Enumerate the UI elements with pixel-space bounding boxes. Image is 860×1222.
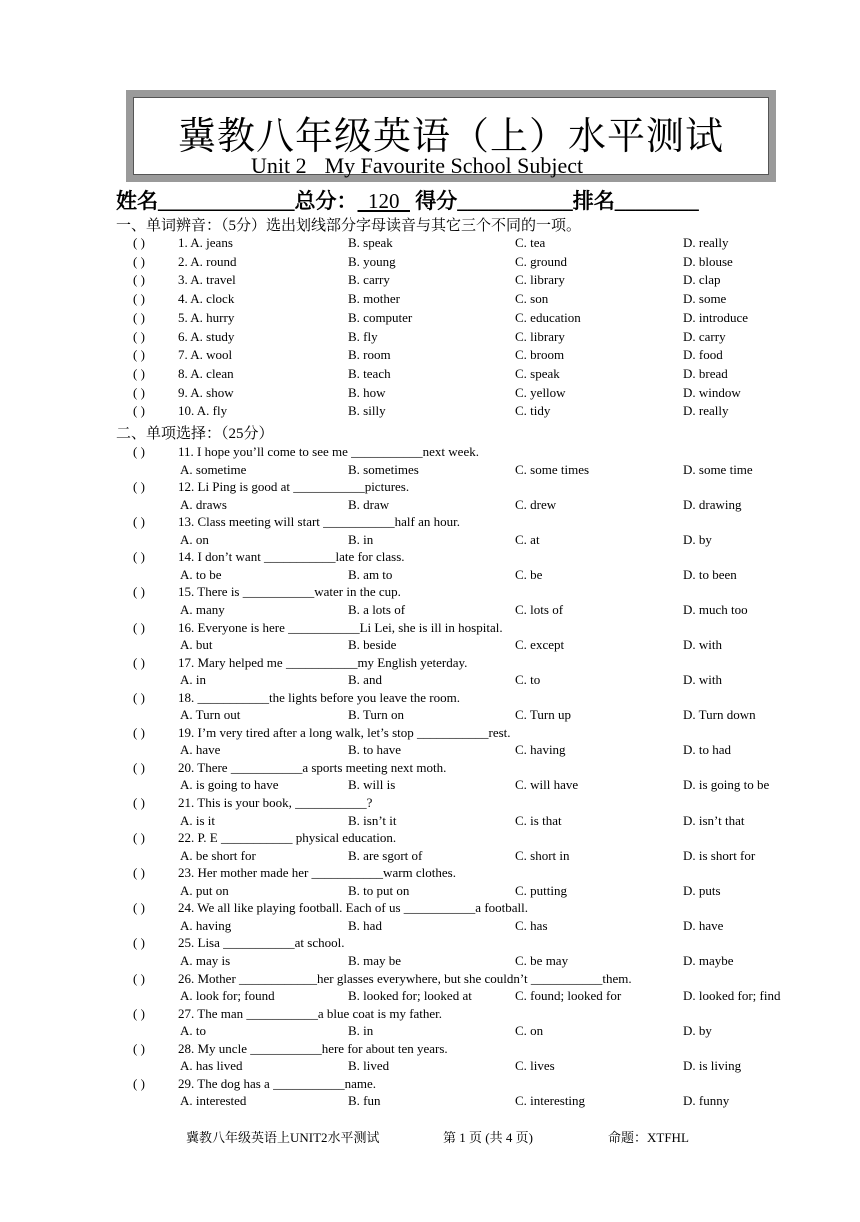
option-a: A. to be [180, 566, 222, 582]
option-d: D. is living [683, 1058, 742, 1074]
question-row [0, 514, 860, 532]
option-c: C. son [515, 291, 549, 307]
option-c: C. will have [515, 777, 579, 793]
option-b: B. to put on [348, 882, 410, 898]
option-b: B. fly [348, 328, 378, 344]
option-b: B. computer [348, 309, 413, 325]
list-item [0, 347, 860, 365]
subject-label: My Favourite School Subject [324, 153, 584, 178]
question-row [0, 549, 860, 567]
option-a: A. is going to have [180, 777, 279, 793]
option-a: 2. A. round [178, 253, 237, 269]
question-row [0, 935, 860, 953]
option-c: C. on [515, 1023, 544, 1039]
option-a: A. having [180, 917, 232, 933]
option-c: C. library [515, 328, 565, 344]
answer-blank[interactable]: ( ) [133, 235, 145, 250]
answer-blank[interactable]: ( ) [133, 795, 145, 810]
option-d: D. by [683, 1023, 712, 1039]
answer-blank[interactable]: ( ) [133, 291, 145, 307]
option-a: 7. A. wool [178, 347, 233, 363]
options-row [0, 672, 860, 690]
options-row [0, 953, 860, 971]
option-a: A. on [180, 531, 209, 547]
score-label: 得分 [415, 189, 458, 213]
option-c: C. having [515, 742, 566, 758]
rank-label: 排名 [572, 189, 615, 213]
option-b: B. to have [348, 742, 402, 758]
option-a: A. Turn out [180, 707, 241, 723]
option-b: B. lived [348, 1058, 390, 1074]
option-d: D. food [683, 347, 723, 363]
option-b: B. silly [348, 403, 386, 419]
question-row [0, 1076, 860, 1094]
question-row [0, 830, 860, 848]
answer-blank[interactable]: ( ) [133, 619, 145, 635]
option-c: C. found; looked for [515, 988, 622, 1003]
option-c: C. drew [515, 496, 557, 512]
option-c: C. Turn up [515, 707, 571, 723]
answer-blank[interactable]: ( ) [133, 1005, 145, 1021]
option-b: B. and [348, 672, 382, 688]
option-a: A. has lived [180, 1058, 243, 1074]
option-c: C. speak [515, 365, 560, 381]
options-row [0, 462, 860, 480]
option-c: C. lots of [515, 601, 564, 617]
option-b: B. had [348, 917, 382, 933]
option-b: B. speak [348, 235, 393, 250]
name-blank: _____________ [158, 189, 295, 213]
option-c: C. education [515, 309, 581, 325]
page-subtitle [251, 153, 583, 179]
options-row [0, 707, 860, 725]
footer-page-number: 第 1 页 (共 4 页) [443, 1130, 533, 1145]
question-row [0, 900, 860, 918]
option-b: B. may be [348, 952, 402, 968]
options-row [0, 1058, 860, 1076]
option-a: A. have [180, 742, 221, 758]
option-c: C. broom [515, 347, 565, 363]
question-stem: 25. Lisa ___________at school. [178, 935, 345, 951]
question-stem: 12. Li Ping is good at ___________pictures. [178, 479, 410, 495]
options-row [0, 602, 860, 620]
question-row [0, 479, 860, 497]
options-row [0, 848, 860, 866]
option-c: C. tea [515, 235, 546, 250]
list-item [0, 385, 860, 403]
option-d: D. clap [683, 272, 721, 288]
option-d: D. with [683, 672, 722, 688]
question-stem: 13. Class meeting will start ___________half an hour. [178, 514, 460, 530]
option-d: D. blouse [683, 253, 733, 269]
question-row [0, 760, 860, 778]
option-d: D. have [683, 917, 724, 933]
option-a: A. put on [180, 882, 229, 898]
option-a: 5. A. hurry [178, 309, 235, 325]
list-item [0, 235, 860, 253]
question-row [0, 444, 860, 462]
list-item [0, 403, 860, 421]
answer-blank[interactable]: ( ) [133, 724, 145, 740]
answer-blank[interactable]: ( ) [133, 935, 145, 951]
option-c: C. has [515, 917, 548, 933]
option-d: D. Turn down [683, 707, 756, 723]
total-label: 总分： [294, 189, 358, 213]
option-a: 9. A. show [178, 384, 234, 400]
question-row [0, 865, 860, 883]
option-c: C. be may [515, 952, 569, 968]
answer-blank[interactable]: ( ) [133, 444, 145, 459]
option-b: B. Turn on [348, 707, 404, 723]
list-item [0, 310, 860, 328]
option-d: D. bread [683, 365, 728, 381]
option-c: C. interesting [515, 1093, 586, 1109]
question-stem: 27. The man ___________a blue coat is my father. [178, 1005, 443, 1021]
question-stem: 14. I don’t want ___________late for class. [178, 549, 405, 565]
option-d: D. with [683, 637, 722, 652]
options-row [0, 532, 860, 550]
option-a: 6. A. study [178, 328, 235, 344]
option-b: B. how [348, 384, 386, 400]
options-row [0, 742, 860, 760]
option-d: D. window [683, 384, 741, 400]
answer-blank[interactable]: ( ) [133, 253, 145, 269]
option-d: D. is going to be [683, 777, 770, 793]
options-row [0, 497, 860, 515]
answer-blank[interactable]: ( ) [133, 549, 145, 565]
option-c: C. at [515, 531, 540, 547]
option-b: B. beside [348, 637, 397, 652]
question-stem: 15. There is ___________water in the cup. [178, 584, 401, 600]
list-item [0, 254, 860, 272]
title-box [126, 90, 776, 182]
options-row [0, 637, 860, 655]
question-stem: 29. The dog has a ___________name. [178, 1075, 376, 1091]
option-d: D. really [683, 235, 729, 250]
option-a: 8. A. clean [178, 365, 234, 381]
list-item [0, 366, 860, 384]
option-d: D. maybe [683, 952, 734, 968]
option-c: C. is that [515, 812, 562, 828]
option-a: A. is it [180, 812, 216, 828]
question-row [0, 620, 860, 638]
option-d: D. drawing [683, 496, 742, 512]
option-c: C. ground [515, 253, 567, 269]
answer-blank[interactable]: ( ) [133, 689, 145, 705]
option-d: D. some time [683, 461, 753, 477]
options-row [0, 1023, 860, 1041]
question-stem: 11. I hope you’ll come to see me ___________next week. [178, 444, 479, 459]
option-b: B. looked for; looked at [348, 988, 472, 1003]
option-a: A. look for; found [180, 988, 275, 1003]
option-d: D. is short for [683, 847, 756, 863]
page-title: 冀教八年级英语（上）水平测试 [177, 116, 724, 158]
question-stem: 18. ___________the lights before you leave the room. [178, 689, 460, 705]
option-d: D. looked for; find [683, 988, 781, 1003]
total-value: 120 [357, 189, 410, 213]
option-b: B. are sgort of [348, 847, 423, 863]
options-row [0, 988, 860, 1006]
option-b: B. a lots of [348, 601, 406, 617]
answer-blank[interactable]: ( ) [133, 403, 145, 419]
option-c: C. some times [515, 461, 590, 477]
option-d: D. puts [683, 882, 721, 898]
answer-blank[interactable]: ( ) [133, 272, 145, 288]
answer-blank[interactable]: ( ) [133, 970, 145, 986]
option-a: A. may is [180, 952, 231, 968]
option-d: D. isn’t that [683, 812, 745, 828]
option-b: B. draw [348, 496, 390, 512]
list-item [0, 272, 860, 290]
option-a: 1. A. jeans [178, 235, 233, 250]
option-c: C. putting [515, 882, 568, 898]
option-d: D. funny [683, 1093, 730, 1109]
option-b: B. am to [348, 566, 393, 582]
option-a: 3. A. travel [178, 272, 236, 288]
option-c: C. yellow [515, 384, 566, 400]
section2-heading: 二、单项选择：（25分） [116, 426, 274, 442]
options-row [0, 813, 860, 831]
answer-blank[interactable]: ( ) [133, 830, 145, 846]
answer-blank[interactable]: ( ) [133, 654, 145, 670]
footer-author: 命题：XTFHL [608, 1130, 689, 1145]
answer-blank[interactable]: ( ) [133, 759, 145, 775]
question-stem: 26. Mother ____________her glasses everywhere, but she couldn’t ___________them. [178, 970, 632, 986]
answer-blank[interactable]: ( ) [133, 347, 145, 363]
question-stem: 24. We all like playing football. Each of us ___________a football. [178, 900, 529, 916]
options-row [0, 918, 860, 936]
option-a: A. to [180, 1023, 206, 1039]
option-a: A. be short for [180, 847, 256, 863]
answer-blank[interactable]: ( ) [133, 865, 145, 881]
option-d: D. by [683, 531, 712, 547]
option-c: C. lives [515, 1058, 555, 1074]
question-stem: 19. I’m very tired after a long walk, let’s stop ___________rest. [178, 724, 511, 740]
option-c: C. to [515, 672, 541, 688]
question-row [0, 795, 860, 813]
answer-blank[interactable]: ( ) [133, 328, 145, 344]
option-a: A. draws [180, 496, 227, 512]
option-a: A. in [180, 672, 206, 688]
question-stem: 23. Her mother made her ___________warm clothes. [178, 865, 456, 881]
question-row [0, 971, 860, 989]
answer-blank[interactable]: ( ) [133, 309, 145, 325]
rank-blank: ________ [614, 189, 699, 213]
footer-title: 冀教八年级英语上UNIT2水平测试 [186, 1130, 380, 1145]
option-a: 10. A. fly [178, 403, 228, 419]
option-c: C. library [515, 272, 565, 288]
option-d: D. really [683, 403, 729, 419]
option-a: A. many [180, 601, 225, 617]
question-row [0, 655, 860, 673]
student-info-line [116, 185, 699, 215]
answer-blank[interactable]: ( ) [133, 365, 145, 381]
section1-heading: 一、单词辨音：（5分）选出划线部分字母读音与其它三个不同的一项。 [116, 218, 582, 234]
option-b: B. carry [348, 272, 390, 288]
option-a: A. interested [180, 1093, 247, 1109]
option-b: B. room [348, 347, 391, 363]
option-a: A. sometime [180, 461, 247, 477]
answer-blank[interactable]: ( ) [133, 479, 145, 495]
name-label: 姓名 [116, 189, 158, 213]
answer-blank[interactable]: ( ) [133, 1040, 145, 1056]
question-stem: 16. Everyone is here ___________Li Lei, she is ill in hospital. [178, 619, 503, 635]
question-stem: 17. Mary helped me ___________my English yeterday. [178, 654, 468, 670]
option-d: D. much too [683, 601, 748, 617]
option-b: B. in [348, 531, 374, 547]
question-row [0, 725, 860, 743]
option-a: 4. A. clock [178, 291, 235, 307]
options-row [0, 883, 860, 901]
option-b: B. fun [348, 1093, 381, 1109]
option-c: C. tidy [515, 403, 551, 419]
question-stem: 28. My uncle ___________here for about ten years. [178, 1040, 448, 1056]
option-d: D. introduce [683, 309, 748, 325]
question-row [0, 1041, 860, 1059]
option-b: B. teach [348, 365, 391, 381]
option-d: D. to had [683, 742, 732, 758]
options-row [0, 567, 860, 585]
list-item [0, 291, 860, 309]
answer-blank[interactable]: ( ) [133, 514, 145, 530]
option-b: B. mother [348, 291, 400, 307]
answer-blank[interactable]: ( ) [133, 900, 145, 916]
option-a: A. but [180, 637, 213, 652]
answer-blank[interactable]: ( ) [133, 1075, 145, 1091]
list-item [0, 329, 860, 347]
question-stem: 20. There ___________a sports meeting next moth. [178, 759, 447, 775]
option-b: B. in [348, 1023, 374, 1039]
question-row [0, 690, 860, 708]
question-row [0, 584, 860, 602]
option-b: B. will is [348, 777, 396, 793]
option-b: B. sometimes [348, 461, 419, 477]
options-row [0, 777, 860, 795]
option-d: D. some [683, 291, 727, 307]
question-stem: 21. This is your book, ___________? [178, 795, 373, 810]
answer-blank[interactable]: ( ) [133, 384, 145, 400]
score-blank: ___________ [457, 189, 573, 213]
option-b: B. isn’t it [348, 812, 397, 828]
option-b: B. young [348, 253, 396, 269]
options-row [0, 1093, 860, 1111]
answer-blank[interactable]: ( ) [133, 584, 145, 600]
option-d: D. to been [683, 566, 737, 582]
option-c: C. short in [515, 847, 570, 863]
unit-label: Unit 2 [251, 153, 307, 178]
option-d: D. carry [683, 328, 726, 344]
question-stem: 22. P. E ___________ physical education. [178, 830, 397, 846]
question-row [0, 1006, 860, 1024]
option-c: C. be [515, 566, 543, 582]
option-c: C. except [515, 637, 565, 652]
